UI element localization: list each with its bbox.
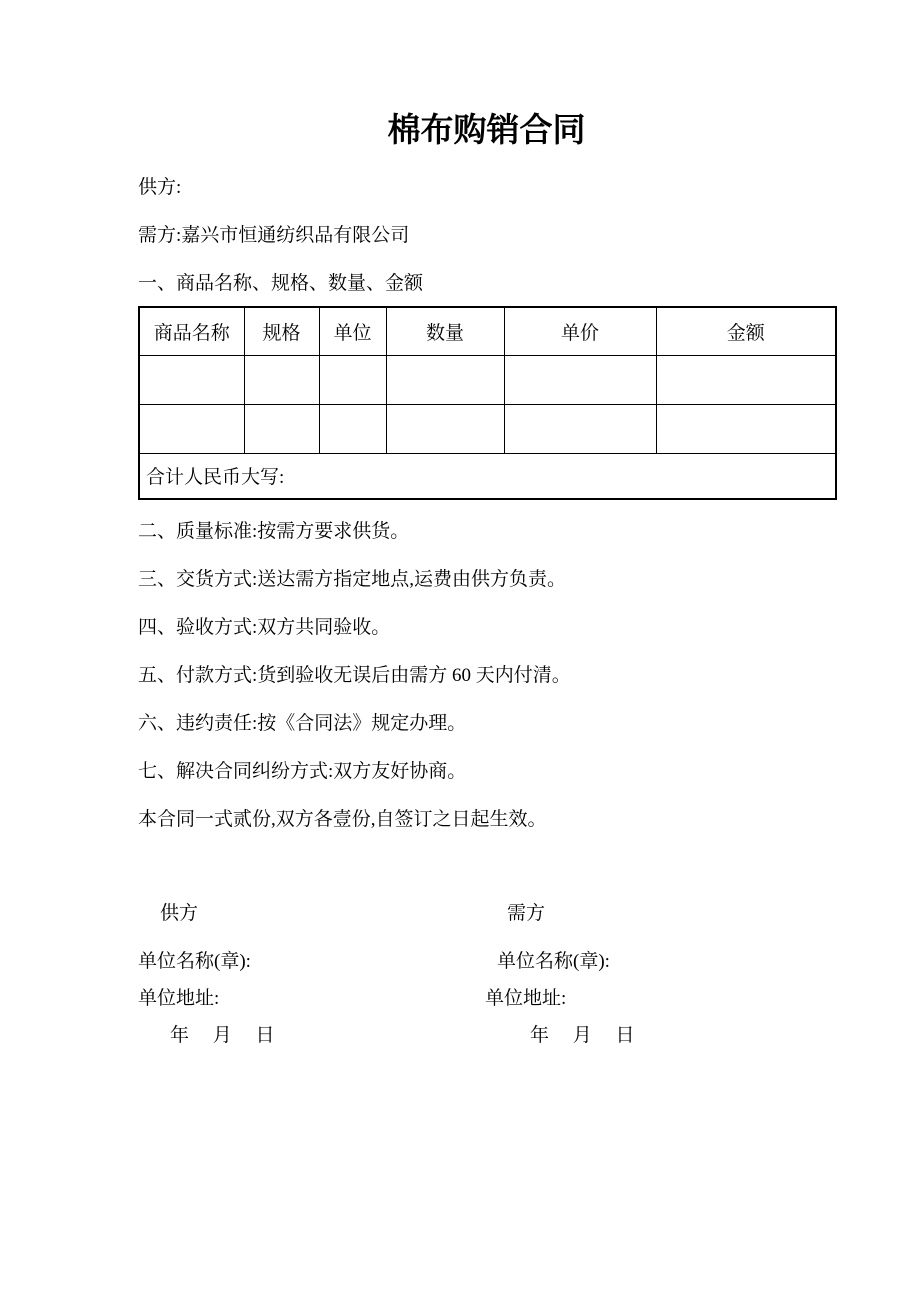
clause-quality-standard: 二、质量标准:按需方要求供货。 bbox=[138, 521, 410, 542]
empty-cell-product-name bbox=[139, 355, 244, 404]
signature-party-row bbox=[0, 902, 920, 926]
section-one-heading: 一、商品名称、规格、数量、金额 bbox=[138, 273, 424, 294]
supplier-unit-address-label: 单位地址: bbox=[138, 988, 220, 1009]
col-header-quantity: 数量 bbox=[386, 307, 504, 355]
clause-delivery-method: 三、交货方式:送达需方指定地点,运费由供方负责。 bbox=[138, 569, 567, 590]
closing-line: 本合同一式贰份,双方各壹份,自签订之日起生效。 bbox=[138, 809, 547, 830]
total-in-words-label: 合计人民币大写: bbox=[139, 453, 836, 499]
signature-address-row bbox=[0, 987, 920, 1011]
buyer-party-label: 需方 bbox=[507, 903, 546, 924]
signature-date-row bbox=[0, 1024, 920, 1048]
col-header-unit: 单位 bbox=[319, 307, 386, 355]
goods-table bbox=[138, 306, 837, 500]
col-header-product-name: 商品名称 bbox=[139, 307, 244, 355]
empty-cell-amount bbox=[656, 404, 836, 453]
supplier-party-label: 供方 bbox=[160, 903, 199, 924]
empty-cell-spec bbox=[244, 355, 319, 404]
buyer-date-label: 年 月 日 bbox=[530, 1025, 635, 1046]
goods-table-empty-row-1 bbox=[139, 355, 836, 404]
supplier-line: 供方: bbox=[138, 177, 182, 198]
contract-title: 棉布购销合同 bbox=[387, 111, 586, 148]
empty-cell-quantity bbox=[386, 355, 504, 404]
buyer-line: 需方:嘉兴市恒通纺织品有限公司 bbox=[138, 225, 410, 246]
buyer-unit-address-label: 单位地址: bbox=[485, 988, 567, 1009]
empty-cell-unit-price bbox=[504, 404, 656, 453]
goods-table-header-row bbox=[139, 307, 836, 355]
empty-cell-quantity bbox=[386, 404, 504, 453]
buyer-unit-name-label: 单位名称(章): bbox=[497, 951, 610, 972]
col-header-amount: 金额 bbox=[656, 307, 836, 355]
empty-cell-unit bbox=[319, 355, 386, 404]
signature-block bbox=[0, 902, 920, 1072]
supplier-date-label: 年 月 日 bbox=[170, 1025, 275, 1046]
empty-cell-amount bbox=[656, 355, 836, 404]
goods-table-empty-row-2 bbox=[139, 404, 836, 453]
col-header-unit-price: 单价 bbox=[504, 307, 656, 355]
empty-cell-spec bbox=[244, 404, 319, 453]
goods-table-total-row bbox=[139, 453, 836, 499]
clause-dispute-resolution: 七、解决合同纠纷方式:双方友好协商。 bbox=[138, 761, 467, 782]
signature-name-row bbox=[0, 950, 920, 974]
col-header-spec: 规格 bbox=[244, 307, 319, 355]
empty-cell-unit bbox=[319, 404, 386, 453]
clause-breach-liability: 六、违约责任:按《合同法》规定办理。 bbox=[138, 713, 467, 734]
clause-payment-method: 五、付款方式:货到验收无误后由需方 60 天内付清。 bbox=[138, 665, 571, 686]
empty-cell-unit-price bbox=[504, 355, 656, 404]
empty-cell-product-name bbox=[139, 404, 244, 453]
clause-acceptance-method: 四、验收方式:双方共同验收。 bbox=[138, 617, 391, 638]
supplier-unit-name-label: 单位名称(章): bbox=[138, 951, 251, 972]
